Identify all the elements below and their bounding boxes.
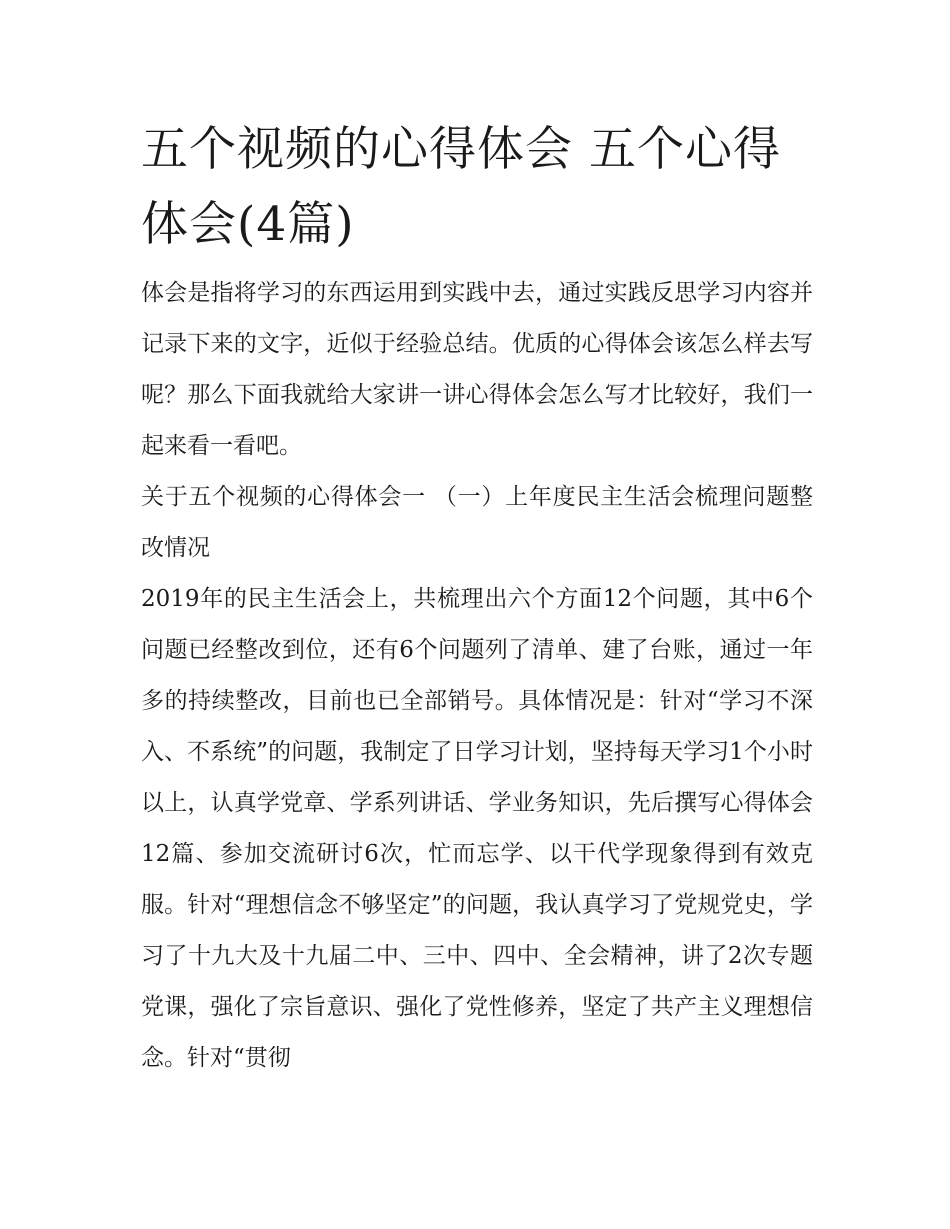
document-title: 五个视频的心得体会 五个心得体会(4篇) bbox=[141, 122, 781, 252]
intro-paragraph: 体会是指将学习的东西运用到实践中去，通过实践反思学习内容并记录下来的文字，近似于经验总结。优质的心得体会该怎么样去写呢？那么下面我就给大家讲一讲心得体会怎么写才比较好，我们一起来看一看吧。 bbox=[141, 280, 813, 459]
section-heading-paragraph: 关于五个视频的心得体会一 （一）上年度民主生活会梳理问题整改情况 bbox=[141, 484, 813, 561]
body-paragraph: 2019年的民主生活会上，共梳理出六个方面12个问题，其中6个问题已经整改到位，还有6个问题列了清单、建了台账，通过一年多的持续整改，目前也已全部销号。具体情况是：针对“学习不深入、不系统”的问题，我制定了日学习计划，坚持每天学习1个小时以上，认真学党章、学系列讲话、学业务知识，先后撰写心得体会12篇、参加交流研讨6次，忙而忘学、以干代学现象得到有效克服。针对“理想信念不够坚定”的问题，我认真学习了党规党史，学习了十九大及十九届二中、三中、四中、全会精神，讲了2次专题党课，强化了宗旨意识、强化了党性修养，坚定了共产主义理想信念。针对“贯彻 bbox=[141, 586, 813, 1071]
document-page bbox=[141, 112, 813, 1084]
